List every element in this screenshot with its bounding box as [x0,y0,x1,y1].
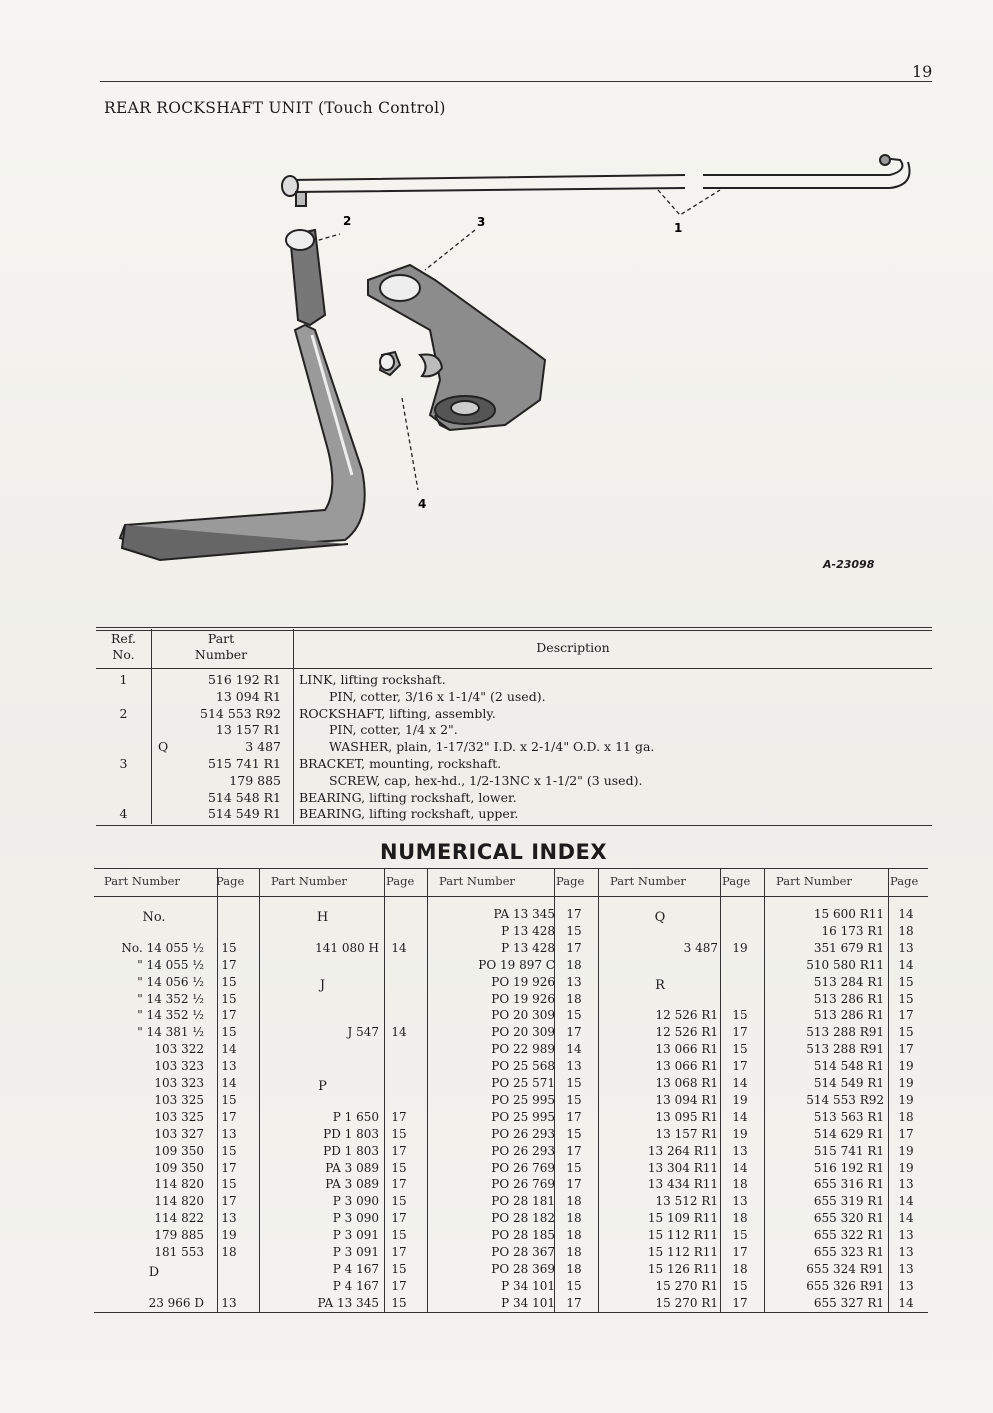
index-page: 13 [898,1278,914,1293]
index-part-number: 655 322 R1 [813,1228,884,1243]
index-page: 17 [391,1278,407,1293]
parts-table-row [96,756,932,771]
index-part-number: 179 885 [154,1228,204,1243]
index-part-number: 514 548 R1 [813,1059,884,1074]
index-part-number: 141 080 H [315,940,379,955]
index-part-number: 13 094 R1 [655,1092,718,1107]
part-description: WASHER, plain, 1-17/32" I.D. x 2-1/4" O.D. x 11 ga. [329,739,655,755]
index-part-number: 351 679 R1 [813,940,884,955]
index-part-number: 12 526 R1 [655,1025,718,1040]
index-page: 18 [566,991,582,1006]
index-page: 15 [221,940,237,955]
callout-1: 1 [674,221,683,235]
index-part-number: 15 270 R1 [655,1278,718,1293]
index-part-number: PO 25 568 [491,1059,555,1074]
index-part-number: 514 553 R92 [806,1092,884,1107]
callout-2: 2 [343,214,352,228]
description-header: Description [536,640,610,655]
index-part-number: 655 323 R1 [813,1245,884,1259]
index-page: 13 [732,1143,748,1158]
index-part-number: 15 109 R11 [647,1211,718,1226]
index-part-number: 13 264 R11 [647,1143,718,1158]
index-part-number: J 547 [347,1025,379,1040]
index-page: 15 [391,1261,407,1276]
index-part-number: 114 820 [154,1177,204,1192]
index-part-number: P 34 101 [501,1295,555,1310]
index-part-number: PO 19 926 [491,974,555,989]
index-part-number: PO 26 769 [491,1160,555,1175]
index-section-heading: P [318,1079,327,1094]
index-part-number: 13 066 R1 [655,1059,718,1074]
index-part-number: No. 14 055 ½ [121,940,204,955]
index-part-number: 655 319 R1 [813,1194,884,1209]
index-part-number: PO 26 293 [491,1143,555,1158]
index-page: 18 [566,1245,582,1259]
index-page: 17 [732,1025,748,1040]
index-part-number: 15 112 R11 [647,1245,718,1259]
index-page: 17 [566,1143,582,1158]
part-number: 13 094 R1 [215,688,281,704]
index-section-heading: No. [142,910,166,925]
index-part-number: PA 3 089 [325,1160,379,1175]
part-number: 514 549 R1 [207,806,281,822]
index-part-number: PO 25 995 [491,1109,555,1124]
index-part-number: 510 580 R11 [806,957,884,972]
index-part-number: PO 28 182 [491,1211,555,1226]
index-part-number: 109 350 [154,1143,204,1158]
index-page: 15 [566,923,582,938]
index-page: 17 [221,957,237,972]
index-page: 15 [221,974,237,989]
index-page: 17 [391,1143,407,1158]
index-part-number: PO 20 309 [491,1008,555,1023]
part-description: PIN, cotter, 3/16 x 1-1/4" (2 used). [329,688,546,704]
index-part-number: 513 288 R91 [806,1042,884,1057]
index-page: 19 [732,940,748,955]
index-page: 14 [898,1211,914,1226]
index-section-heading: H [316,910,329,925]
index-part-number: 3 487 [683,940,718,955]
index-page: 18 [566,1261,582,1276]
index-page: 13 [221,1126,237,1141]
ref-header: Ref. No. [111,631,136,662]
index-page: 18 [898,1109,914,1124]
index-part-number: 513 288 R91 [806,1025,884,1040]
index-page: 17 [566,1025,582,1040]
index-part-number: " 14 352 ½ [137,991,204,1006]
index-page: 15 [566,1160,582,1175]
index-part-number: " 14 352 ½ [137,1008,204,1023]
index-page: 15 [732,1228,748,1243]
index-page: 17 [221,1109,237,1124]
index-page: 14 [898,957,914,972]
index-page: 14 [221,1042,237,1057]
index-page: 15 [566,1126,582,1141]
index-part-number: 103 323 [154,1059,204,1074]
index-page: 14 [221,1076,237,1090]
index-header-page: Page [890,874,919,888]
index-page: 18 [732,1261,748,1276]
top-rule [100,81,932,82]
index-page: 14 [898,1295,914,1310]
index-part-number: 13 066 R1 [655,1042,718,1057]
index-part-number: PA 3 089 [325,1177,379,1192]
ref-number: 2 [119,705,128,721]
index-page: 15 [566,1092,582,1107]
part-description: ROCKSHAFT, lifting, assembly. [299,705,496,721]
index-page: 14 [732,1160,748,1175]
section-title: REAR ROCKSHAFT UNIT (Touch Control) [104,99,446,117]
index-page: 15 [221,1143,237,1158]
part-description: BEARING, lifting rockshaft, lower. [299,789,517,805]
index-part-number: PO 28 185 [491,1228,555,1243]
index-page: 17 [391,1177,407,1192]
rockshaft-illustration [100,130,920,600]
index-section-heading: R [655,977,665,993]
index-page: 17 [566,1177,582,1192]
index-part-number: PO 22 989 [491,1042,555,1057]
index-page: 15 [732,1278,748,1293]
index-page: 18 [566,1211,582,1226]
index-part-number: PO 28 369 [491,1261,555,1276]
index-page: 15 [566,1008,582,1023]
index-part-number: 655 316 R1 [813,1177,884,1192]
index-part-number: " 14 056 ½ [137,974,204,989]
index-section-heading: D [148,1264,160,1280]
qualifier: Q [158,739,169,755]
index-page: 19 [898,1059,914,1074]
index-page: 14 [566,1042,582,1057]
index-page: 17 [391,1245,407,1259]
index-page: 15 [732,1042,748,1057]
index-header-part-number: Part Number [439,874,515,888]
index-part-number: P 3 091 [332,1228,379,1243]
index-part-number: P 3 091 [332,1245,379,1259]
index-part-number: PA 13 345 [317,1295,379,1310]
index-page: 15 [391,1126,407,1141]
index-part-number: PO 26 293 [491,1126,555,1141]
index-part-number: 181 553 [154,1245,204,1259]
parts-table-row [96,672,932,687]
index-part-number: P 4 167 [332,1278,379,1293]
index-page: 15 [221,1092,237,1107]
index-page: 17 [221,1008,237,1023]
index-part-number: P 13 428 [501,923,555,938]
index-page: 14 [732,1076,748,1090]
index-page: 13 [221,1059,237,1074]
part-number: 13 157 R1 [215,722,281,738]
index-part-number: 15 112 R11 [647,1228,718,1243]
index-page: 13 [898,1261,914,1276]
index-part-number: P 3 090 [332,1194,379,1209]
parts-table-row [96,806,932,821]
index-part-number: 13 304 R11 [647,1160,718,1175]
parts-table-row [96,739,932,754]
index-page: 13 [221,1211,237,1226]
index-page: 17 [391,1109,407,1124]
index-part-number: 515 741 R1 [813,1143,884,1158]
index-page: 18 [566,957,582,972]
parts-table-row [96,706,932,721]
index-page: 17 [732,1295,748,1310]
index-part-number: PO 25 571 [491,1076,555,1090]
index-page: 14 [898,907,914,921]
index-part-number: PD 1 803 [323,1126,379,1141]
index-part-number: " 14 381 ½ [137,1025,204,1040]
index-page: 19 [898,1143,914,1158]
index-header-part-number: Part Number [776,874,852,888]
index-page: 13 [898,1228,914,1243]
parts-table-row [96,773,932,788]
index-part-number: PO 28 181 [491,1194,555,1209]
index-page: 19 [732,1126,748,1141]
index-page: 19 [898,1076,914,1090]
index-part-number: 103 327 [154,1126,204,1141]
index-part-number: 516 192 R1 [813,1160,884,1175]
index-header-part-number: Part Number [610,874,686,888]
index-page: 13 [898,1245,914,1259]
index-page: 15 [898,1025,914,1040]
callout-4: 4 [418,497,427,511]
index-page: 15 [898,991,914,1006]
part-description: LINK, lifting rockshaft. [299,672,446,687]
parts-table-row [96,722,932,737]
ref-number: 4 [119,806,128,822]
parts-table-row [96,790,932,805]
part-description: BEARING, lifting rockshaft, upper. [299,806,519,822]
index-page: 15 [391,1295,407,1310]
index-page: 13 [566,1059,582,1074]
index-page: 17 [898,1008,914,1023]
index-page: 13 [221,1295,237,1310]
index-page: 17 [566,1295,582,1310]
index-header-page: Page [386,874,415,888]
index-page: 17 [566,907,582,921]
index-part-number: 13 512 R1 [655,1194,718,1209]
part-number: 516 192 R1 [207,672,281,687]
index-page: 17 [221,1160,237,1175]
index-part-number: 514 629 R1 [813,1126,884,1141]
index-header-page: Page [722,874,751,888]
index-section-heading: J [319,977,326,993]
index-page: 15 [221,1177,237,1192]
index-part-number: 103 323 [154,1076,204,1090]
index-page: 17 [732,1245,748,1259]
index-page: 19 [732,1092,748,1107]
index-page: 15 [221,991,237,1006]
index-part-number: 513 286 R1 [813,1008,884,1023]
ref-number: 3 [119,756,128,771]
index-part-number: P 4 167 [332,1261,379,1276]
index-part-number: 13 434 R11 [647,1177,718,1192]
index-page: 15 [566,1076,582,1090]
index-page: 17 [898,1126,914,1141]
index-page: 14 [898,1194,914,1209]
parts-table-row [96,689,932,704]
page-number: 19 [912,62,933,81]
index-part-number: 514 549 R1 [813,1076,884,1090]
index-page: 14 [391,940,407,955]
figure-id: A-23098 [823,558,875,571]
index-page: 13 [732,1194,748,1209]
index-page: 19 [898,1160,914,1175]
index-part-number: 114 820 [154,1194,204,1209]
index-part-number: 15 270 R1 [655,1295,718,1310]
index-part-number: 15 126 R11 [647,1261,718,1276]
index-part-number: 513 563 R1 [813,1109,884,1124]
index-part-number: 655 327 R1 [813,1295,884,1310]
index-page: 18 [566,1194,582,1209]
index-part-number: 513 286 R1 [813,991,884,1006]
index-header-page: Page [216,874,245,888]
index-section-heading: Q [654,910,666,925]
index-part-number: 23 966 D [148,1295,204,1310]
index-part-number: 13 068 R1 [655,1076,718,1090]
part-number: 3 487 [245,739,281,755]
index-page: 18 [732,1177,748,1192]
index-page: 14 [732,1109,748,1124]
index-part-number: 103 325 [154,1109,204,1124]
index-part-number: P 13 428 [501,940,555,955]
part-number: 514 553 R92 [200,705,281,721]
index-page: 15 [732,1008,748,1023]
index-part-number: PO 19 897 C [478,957,555,972]
index-page: 15 [391,1194,407,1209]
index-page: 18 [732,1211,748,1226]
link-rod [290,175,685,192]
index-part-number: P 34 101 [501,1278,555,1293]
index-page: 13 [898,1177,914,1192]
part-description: PIN, cotter, 1/4 x 2". [329,722,458,738]
index-part-number: 513 284 R1 [813,974,884,989]
index-part-number: PA 13 345 [493,907,555,921]
index-header-part-number: Part Number [271,874,347,888]
index-part-number: PO 25 995 [491,1092,555,1107]
callout-3: 3 [477,215,486,229]
index-part-number: P 1 650 [332,1109,379,1124]
index-page: 19 [898,1092,914,1107]
index-part-number: 109 350 [154,1160,204,1175]
index-part-number: 16 173 R1 [821,923,884,938]
index-part-number: PO 20 309 [491,1025,555,1040]
index-part-number: 13 157 R1 [655,1126,718,1141]
index-part-number: 103 322 [154,1042,204,1057]
index-part-number: 103 325 [154,1092,204,1107]
parts-table [96,627,932,827]
index-page: 15 [391,1160,407,1175]
index-page: 19 [221,1228,237,1243]
index-part-number: PO 26 769 [491,1177,555,1192]
index-part-number: 655 324 R91 [806,1261,884,1276]
index-part-number: P 3 090 [332,1211,379,1226]
index-page: 13 [898,940,914,955]
part-number: 514 548 R1 [207,789,281,805]
part-number: 515 741 R1 [207,756,281,771]
index-page: 18 [221,1245,237,1259]
numerical-index [94,868,928,1314]
index-header-page: Page [556,874,585,888]
index-part-number: 15 600 R11 [813,907,884,921]
part-number-header: Part Number [194,631,248,662]
index-page: 17 [566,940,582,955]
index-page: 17 [566,1109,582,1124]
part-description: BRACKET, mounting, rockshaft. [299,756,502,771]
index-part-number: 655 320 R1 [813,1211,884,1226]
index-page: 18 [566,1228,582,1243]
index-page: 18 [898,923,914,938]
index-header-part-number: Part Number [104,874,180,888]
index-part-number: 13 095 R1 [655,1109,718,1124]
index-part-number: PO 19 926 [491,991,555,1006]
index-part-number: 655 326 R91 [806,1278,884,1293]
index-page: 13 [566,974,582,989]
index-title: NUMERICAL INDEX [380,840,608,864]
index-page: 15 [566,1278,582,1293]
index-part-number: 114 822 [154,1211,204,1226]
index-page: 14 [391,1025,407,1040]
index-page: 17 [732,1059,748,1074]
index-part-number: " 14 055 ½ [137,957,204,972]
index-page: 17 [391,1211,407,1226]
index-part-number: PD 1 803 [323,1143,379,1158]
index-page: 17 [221,1194,237,1209]
index-part-number: PO 28 367 [491,1245,555,1259]
index-part-number: 12 526 R1 [655,1008,718,1023]
part-number: 179 885 [229,772,281,788]
part-description: SCREW, cap, hex-hd., 1/2-13NC x 1-1/2" (3 used). [329,772,643,788]
ref-number: 1 [119,672,128,687]
index-page: 15 [898,974,914,989]
index-page: 17 [898,1042,914,1057]
index-page: 15 [221,1025,237,1040]
index-page: 15 [391,1228,407,1243]
